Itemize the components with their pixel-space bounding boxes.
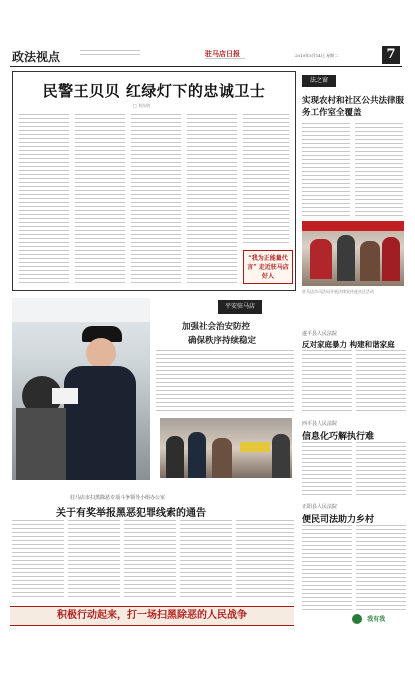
header-rule bbox=[10, 66, 402, 67]
page-header bbox=[0, 0, 415, 70]
lead-story bbox=[12, 71, 296, 291]
page-number: 7 bbox=[382, 46, 400, 64]
court-headline: 便民司法助力乡村 bbox=[302, 515, 375, 525]
lead-column-4 bbox=[187, 114, 237, 284]
middle-headline-1: 加强社会治安防控 bbox=[182, 322, 251, 332]
community-event-photo bbox=[160, 418, 292, 478]
lead-column-3 bbox=[131, 114, 181, 284]
notice-title: 关于有奖举报黑恶犯罪线索的通告 bbox=[56, 508, 206, 519]
footer-logo-text: 我有我 bbox=[367, 616, 386, 623]
middle-headline-2: 确保秩序持续稳定 bbox=[188, 336, 257, 346]
middle-section bbox=[10, 294, 296, 484]
masthead-sub bbox=[205, 58, 245, 62]
court-headline: 信息化巧解执行难 bbox=[302, 432, 375, 442]
court-headline: 反对家庭暴力 构建和谐家庭 bbox=[302, 340, 395, 349]
column-badge: 法之窗 bbox=[302, 75, 336, 87]
lead-column-5 bbox=[243, 114, 289, 244]
globe-icon bbox=[352, 614, 362, 624]
right-photo-caption: 驻马店市司法局开展法律宣传进社区活动 bbox=[302, 289, 374, 294]
footer-logo bbox=[352, 608, 402, 622]
notice-issuer: 驻马店市扫黑除恶专项斗争领导小组办公室 bbox=[70, 495, 166, 501]
lead-column-2 bbox=[75, 114, 125, 284]
lead-caption-box bbox=[243, 250, 293, 284]
court-item-2 bbox=[302, 420, 406, 500]
section-title: 政法视点 bbox=[12, 50, 61, 64]
middle-text-2 bbox=[156, 402, 294, 412]
court-item-1 bbox=[302, 330, 406, 415]
lead-headline: 民警王贝贝 红绿灯下的忠诚卫士 bbox=[42, 82, 266, 100]
lead-caption: “我为正能量代言” 走近驻马店好人 bbox=[247, 255, 289, 280]
right-column bbox=[300, 71, 406, 314]
right-headline: 实现农村和社区公共法律服务工作室全覆盖 bbox=[302, 96, 405, 118]
community-legal-service-photo bbox=[302, 221, 404, 286]
peace-badge: 平安驻马店 bbox=[218, 300, 262, 314]
police-bus-photo bbox=[12, 298, 150, 480]
lead-column-1 bbox=[19, 114, 69, 284]
court-item-3 bbox=[302, 503, 406, 613]
section-subtitle bbox=[80, 50, 140, 56]
lead-byline: □ 刘东明 bbox=[133, 103, 151, 108]
slogan-text: 积极行动起来，打一场扫黑除恶的人民战争 bbox=[57, 610, 247, 621]
right-column-text-2 bbox=[355, 123, 403, 218]
slogan-bar bbox=[10, 606, 294, 626]
notice-section bbox=[10, 488, 298, 604]
issue-date: 2019年5月14日 星期二 bbox=[295, 53, 339, 58]
right-column-text-1 bbox=[302, 123, 350, 218]
court-label: 正阳县人民法院 bbox=[302, 504, 338, 510]
court-label: 西平县人民法院 bbox=[302, 421, 338, 427]
middle-text bbox=[156, 350, 294, 400]
masthead-logo: 驻马店日报 bbox=[205, 49, 240, 58]
court-label: 遂平县人民法院 bbox=[302, 331, 338, 337]
